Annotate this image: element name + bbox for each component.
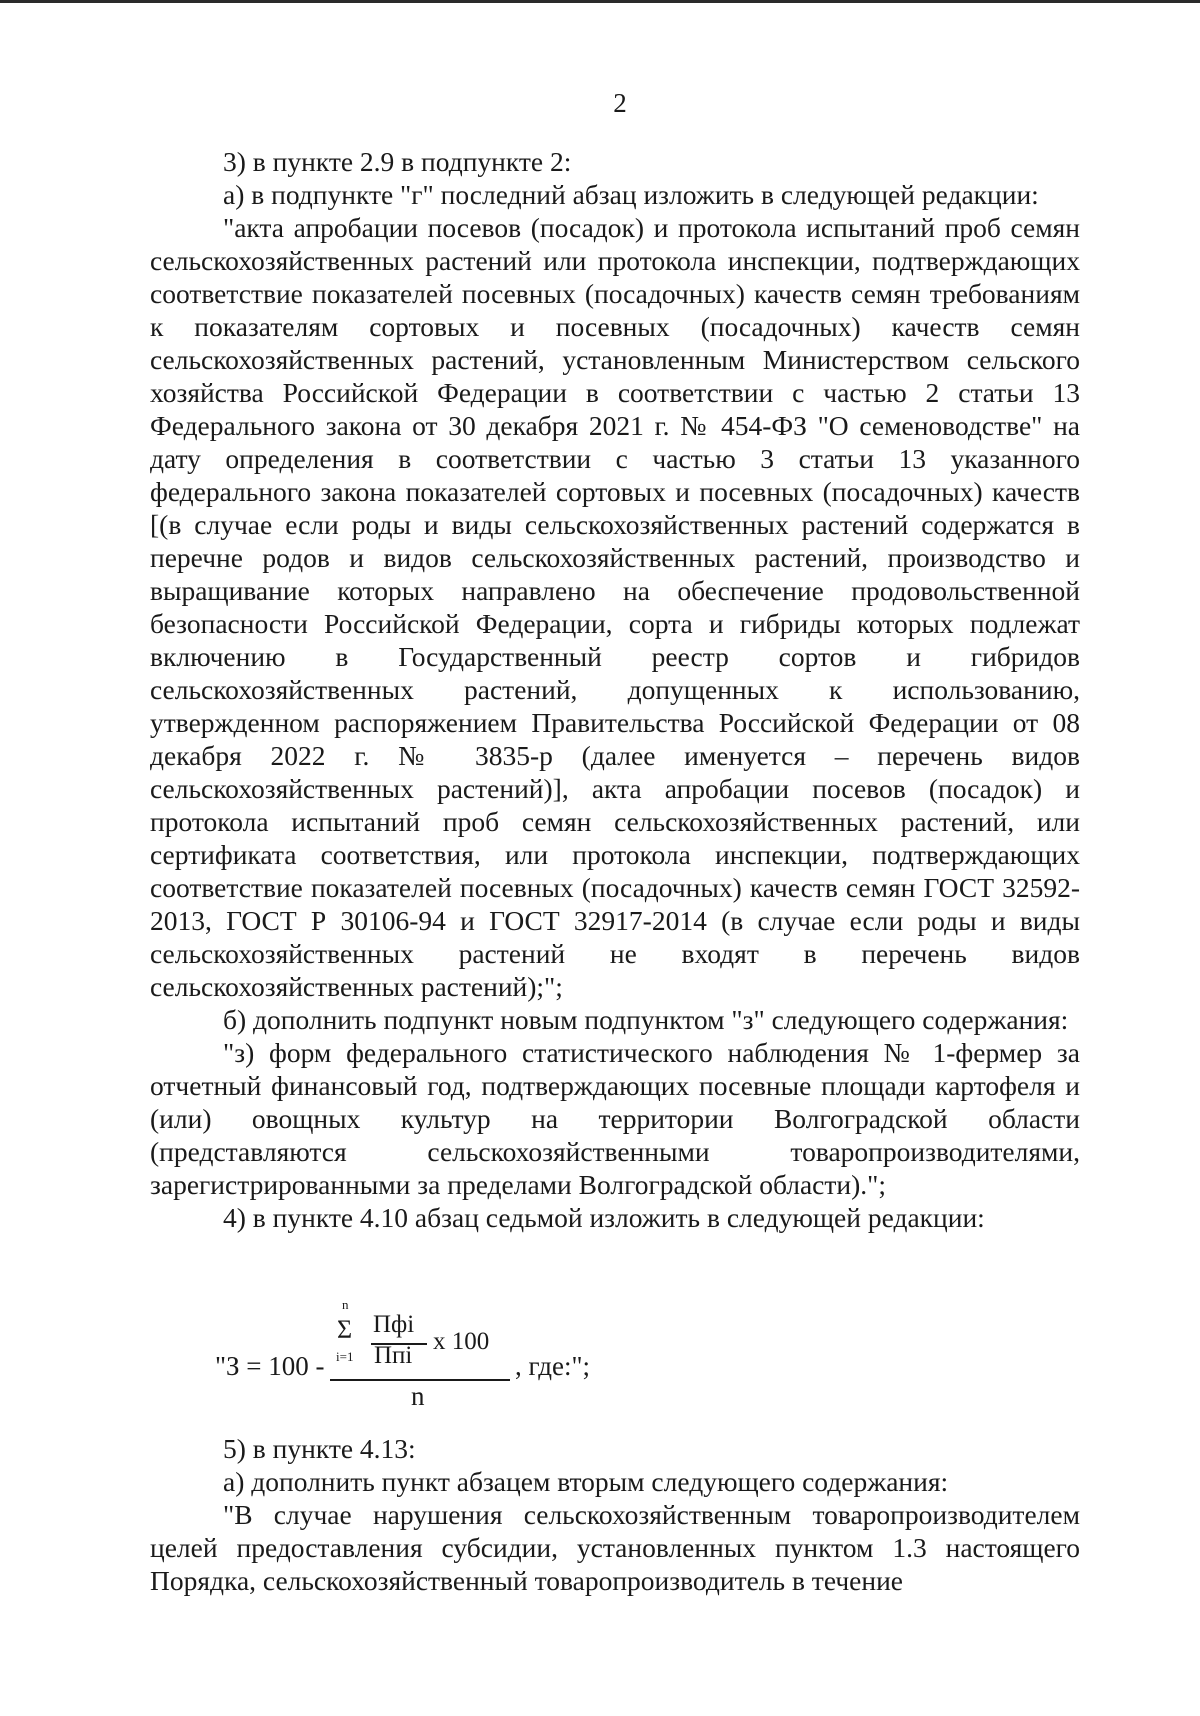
paragraph-item-5: 5) в пункте 4.13: xyxy=(223,1433,416,1464)
scan-edge xyxy=(0,0,1200,3)
formula-numerator-bottom: Ппi xyxy=(374,1342,413,1369)
formula-prefix: "З = 100 - xyxy=(215,1351,325,1381)
paragraph-subitem-b: б) дополнить подпункт новым подпунктом "з" следующего содержания: xyxy=(223,1004,1069,1035)
formula-numerator-top: Пфi xyxy=(373,1311,415,1338)
paragraph-subitem-z: "з) форм федерального статистического наблюдения № 1-фермер за отчетный финансовый год, подтверждающих посевные площади картофеля и (или) овощных культур на территории Волгоградской области (представляются сельскохозяйственными товаропроизводителями, зарегистрированными за пределами Волгоградской области)."; xyxy=(150,1037,1080,1200)
formula-denominator: n xyxy=(411,1381,425,1411)
formula-sum-upper: n xyxy=(342,1297,349,1312)
formula xyxy=(215,1297,815,1415)
document-body xyxy=(150,145,1080,1234)
formula-sum-lower: i=1 xyxy=(336,1349,354,1364)
paragraph-item-3: 3) в пункте 2.9 в подпункте 2: xyxy=(223,146,572,177)
paragraph-item-5-quoted: "В случае нарушения сельскохозяйственным товаропроизводителем целей предоставления субсидии, установленных пунктом 1.3 настоящего Порядка, сельскохозяйственный товаропроизводитель в течение xyxy=(150,1499,1080,1596)
paragraph-item-5-a: а) дополнить пункт абзацем вторым следующего содержания: xyxy=(223,1466,949,1497)
paragraph-item-4: 4) в пункте 4.10 абзац седьмой изложить в следующей редакции: xyxy=(223,1202,985,1233)
page-number: 2 xyxy=(613,88,627,118)
paragraph-quoted-text: "акта апробации посевов (посадок) и протокола испытаний проб семян сельскохозяйственных растений или протокола инспекции, подтверждающих соответствие показателей посевных (посадочных) качеств семян требованиям к показателям сортовых и посевных (посадочных) качеств семян сельскохозяйственных растений, установленным Министерством сельского хозяйства Российской Федерации в соответствии с частью 2 статьи 13 Федерального закона от 30 декабря 2021 г. № 454-ФЗ "О семеноводстве" на дату определения в соответствии с частью 3 статьи 13 указанного федерального закона показателей сортовых и посевных (посадочных) качеств [(в случае если роды и виды сельскохозяйственных растений содержатся в перечне родов и видов сельскохозяйственных растений, производство и выращивание которых направлено на обеспечение продовольственной безопасности Российской Федерации, сорта и гибриды которых подлежат включению в Государственный реестр сортов и гибридов сельскохозяйственных растений, допущенных к использованию, утвержденном распоряжением Правительства Российской Федерации от 08 декабря 2022 г. № 3835-р (далее именуется – перечень видов сельскохозяйственных растений)], акта апробации посевов (посадок) и протокола испытаний проб семян сельскохозяйственных растений, или сертификата соответствия, или протокола инспекции, подтверждающих соответствие показателей посевных (посадочных) качеств семян ГОСТ 32592-2013, ГОСТ Р 30106-94 и ГОСТ 32917-2014 (в случае если роды и виды сельскохозяйственных растений не входят в перечень видов сельскохозяйственных растений);"; xyxy=(150,212,1080,1002)
formula-sum-symbol: Σ xyxy=(337,1315,353,1344)
paragraph-subitem-a: а) в подпункте "г" последний абзац изложить в следующей редакции: xyxy=(223,179,1039,210)
document-body-continued xyxy=(150,1432,1080,1597)
formula-suffix: , где:"; xyxy=(515,1351,590,1381)
formula-multiplier: x 100 xyxy=(433,1328,490,1355)
